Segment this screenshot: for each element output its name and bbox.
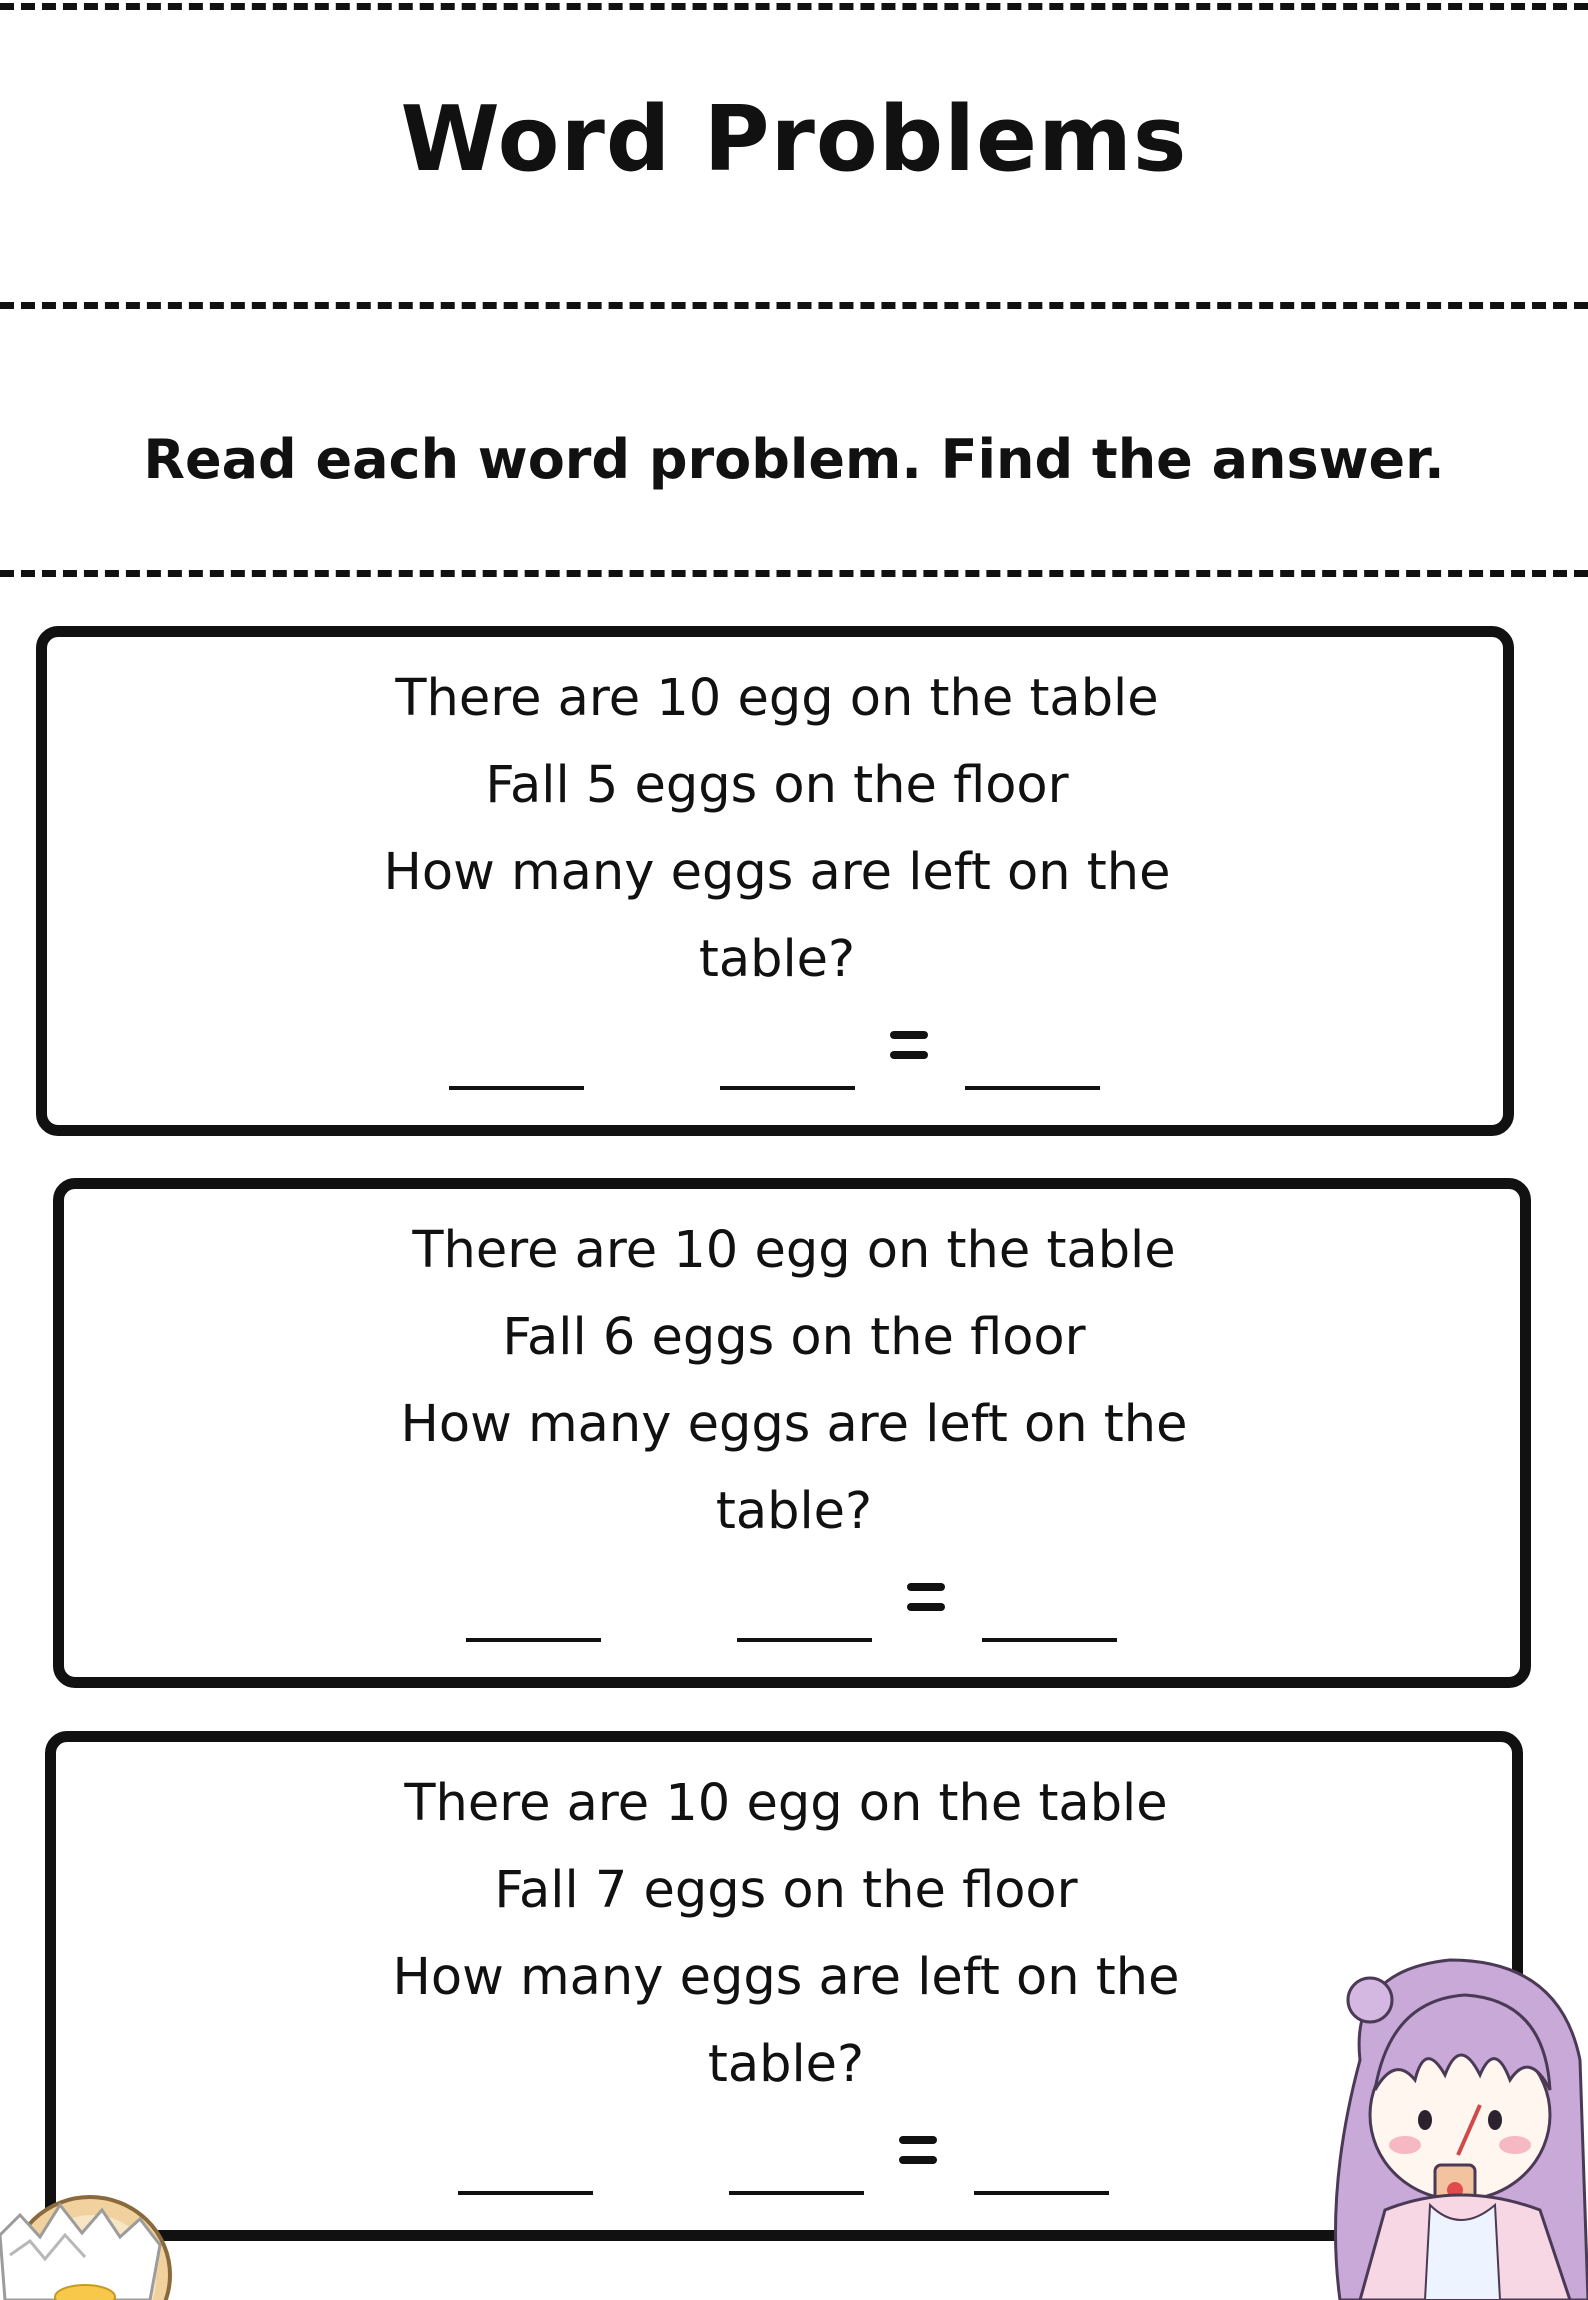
answer-blank-result[interactable] xyxy=(982,1638,1117,1642)
problem-line: table? xyxy=(715,1482,873,1541)
title-dashed-divider xyxy=(0,302,1588,309)
problem-text xyxy=(227,655,1327,1003)
answer-blank-result[interactable] xyxy=(974,2191,1109,2195)
answer-blank-first-number[interactable] xyxy=(458,2191,593,2195)
girl-drinking-icon xyxy=(1330,1940,1588,2300)
problem-line: How many eggs are left on the xyxy=(400,1395,1188,1454)
problem-card-1 xyxy=(36,626,1514,1136)
problem-line: Fall 6 eggs on the floor xyxy=(502,1308,1086,1367)
problem-text xyxy=(236,1760,1336,2108)
answer-blank-first-number[interactable] xyxy=(466,1638,601,1642)
problem-card-3 xyxy=(45,1731,1523,2241)
problem-line: There are 10 egg on the table xyxy=(395,669,1159,728)
answer-blank-result[interactable] xyxy=(965,1086,1100,1090)
equals-sign xyxy=(907,1583,945,1613)
problem-line: Fall 5 eggs on the floor xyxy=(485,756,1069,815)
answer-blank-second-number[interactable] xyxy=(729,2191,864,2195)
top-dashed-divider xyxy=(0,3,1588,10)
problem-line: table? xyxy=(707,2035,865,2094)
answer-blank-first-number[interactable] xyxy=(449,1086,584,1090)
problem-line: There are 10 egg on the table xyxy=(412,1221,1176,1280)
equals-sign xyxy=(890,1031,928,1061)
problem-text xyxy=(244,1207,1344,1555)
problem-line: Fall 7 eggs on the floor xyxy=(494,1861,1078,1920)
cracked-egg-icon xyxy=(0,2175,190,2300)
problem-line: There are 10 egg on the table xyxy=(404,1774,1168,1833)
problem-card-2 xyxy=(53,1178,1531,1688)
answer-blank-second-number[interactable] xyxy=(720,1086,855,1090)
problem-line: table? xyxy=(698,930,856,989)
problem-line: How many eggs are left on the xyxy=(392,1948,1180,2007)
page-title: Word Problems xyxy=(400,87,1188,192)
equals-sign xyxy=(899,2136,937,2166)
answer-blank-second-number[interactable] xyxy=(737,1638,872,1642)
problem-line: How many eggs are left on the xyxy=(383,843,1171,902)
instructions-text: Read each word problem. Find the answer. xyxy=(143,428,1445,491)
instructions-dashed-divider xyxy=(0,570,1588,577)
